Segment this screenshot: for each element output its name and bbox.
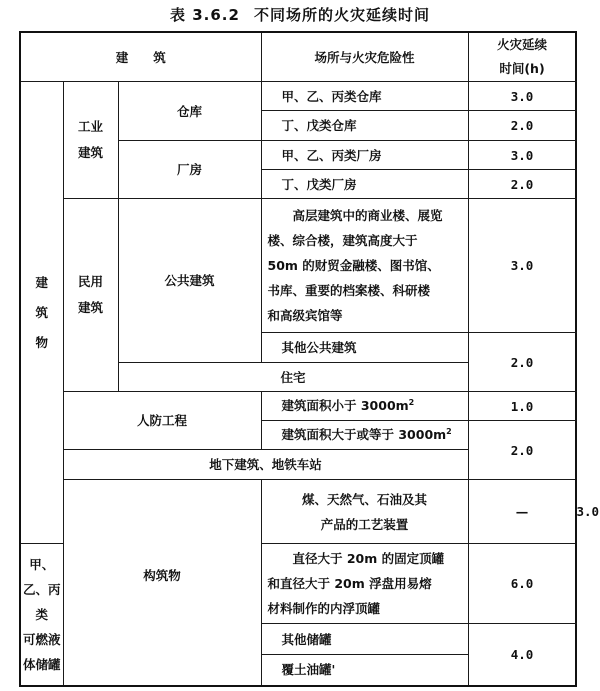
duration-cell: 2.0 xyxy=(468,170,576,199)
category-warehouse: 仓库 xyxy=(118,82,261,141)
place-cell-public-high xyxy=(261,199,468,333)
duration-cell: 2.0 xyxy=(468,111,576,141)
place-cell: 其他公共建筑 xyxy=(261,333,468,363)
group-buildings-char: 物 xyxy=(35,334,48,350)
place-line: 50m 的财贸金融楼、图书馆、 xyxy=(267,258,440,273)
table-row xyxy=(20,199,576,333)
place-line: 材料制作的内浮顶罐 xyxy=(267,601,381,616)
group-buildings-char: 筑 xyxy=(35,304,48,320)
superscript: 2 xyxy=(408,398,415,408)
category-factory: 厂房 xyxy=(118,141,261,199)
group-industrial xyxy=(63,82,118,199)
duration-cell: 2.0 xyxy=(468,421,576,480)
place-cell: 甲、乙、丙类厂房 xyxy=(261,141,468,170)
duration-cell: 3.0 xyxy=(468,199,576,333)
table-row xyxy=(20,392,576,421)
group-civil-line: 民用 xyxy=(77,274,103,289)
category-process-unit xyxy=(261,480,468,544)
group-buildings xyxy=(20,82,63,544)
place-cell xyxy=(261,421,468,450)
place-cell: 丁、戊类厂房 xyxy=(261,170,468,199)
duration-cell: 4.0 xyxy=(468,624,576,686)
header-row xyxy=(20,32,576,82)
group-industrial-line: 建筑 xyxy=(77,145,103,160)
category-underground: 地下建筑、地铁车站 xyxy=(63,450,468,480)
header-duration-line1: 火灾延续 xyxy=(496,37,547,52)
place-line: 高层建筑中的商业楼、展览 xyxy=(292,208,443,223)
fire-duration-table xyxy=(19,31,600,687)
superscript: 2 xyxy=(446,427,452,437)
header-duration-line2: 时间(h) xyxy=(499,61,545,76)
duration-cell: 3.0 xyxy=(468,141,576,170)
group-civil-line: 建筑 xyxy=(77,300,103,315)
duration-cell: 3.0 xyxy=(468,82,576,111)
place-cell: 丁、戊类仓库 xyxy=(261,111,468,141)
header-place-hazard: 场所与火灾危险性 xyxy=(261,32,468,82)
group-buildings-char: 建 xyxy=(35,274,48,290)
header-duration xyxy=(468,32,576,82)
duration-cell: 2.0 xyxy=(468,333,576,392)
table-row xyxy=(20,82,576,111)
category-public: 公共建筑 xyxy=(118,199,261,363)
place-text: 建筑面积小于 3000m xyxy=(281,398,409,414)
place-line: 书库、重要的档案楼、科研楼 xyxy=(267,283,431,298)
category-residential: 住宅 xyxy=(118,363,468,392)
duration-cell: 6.0 xyxy=(468,544,576,624)
category-line: 可燃液体储罐 xyxy=(22,631,61,672)
place-line: 直径大于 20m 的固定顶罐 xyxy=(292,551,445,566)
place-cell: 其他储罐 xyxy=(261,624,468,655)
place-line: 和直径大于 20m 浮盘用易熔 xyxy=(267,576,432,591)
duration-cell: 1.0 xyxy=(468,392,576,421)
place-text: 建筑面积大于或等于 3000m xyxy=(281,427,447,443)
place-cell: — xyxy=(468,480,576,544)
category-line: 产品的工艺装置 xyxy=(320,516,409,532)
group-structures: 构筑物 xyxy=(63,480,261,686)
group-civil xyxy=(63,199,118,392)
table-row: 构筑物 煤、天然气、石油及其 产品的工艺装置 — 3.0 xyxy=(20,480,576,544)
category-line: 煤、天然气、石油及其 xyxy=(301,491,427,507)
category-line: 甲、乙、丙类 xyxy=(22,556,61,622)
table-title xyxy=(0,4,600,25)
place-line: 楼、综合楼，建筑高度大于 xyxy=(267,233,418,248)
table-number: 表 3.6.2 xyxy=(170,6,240,24)
header-building: 建 筑 xyxy=(20,32,261,82)
category-civil-defense: 人防工程 xyxy=(63,392,261,450)
place-cell: 覆土油罐' xyxy=(261,655,468,686)
place-cell: 甲、乙、丙类仓库 xyxy=(261,82,468,111)
group-industrial-line: 工业 xyxy=(77,119,103,134)
place-cell xyxy=(261,392,468,421)
table-title-text: 不同场所的火灾延续时间 xyxy=(253,6,430,24)
place-line: 和高级宾馆等 xyxy=(267,308,343,323)
category-tank xyxy=(20,544,63,686)
place-cell-tank-large xyxy=(261,544,468,624)
